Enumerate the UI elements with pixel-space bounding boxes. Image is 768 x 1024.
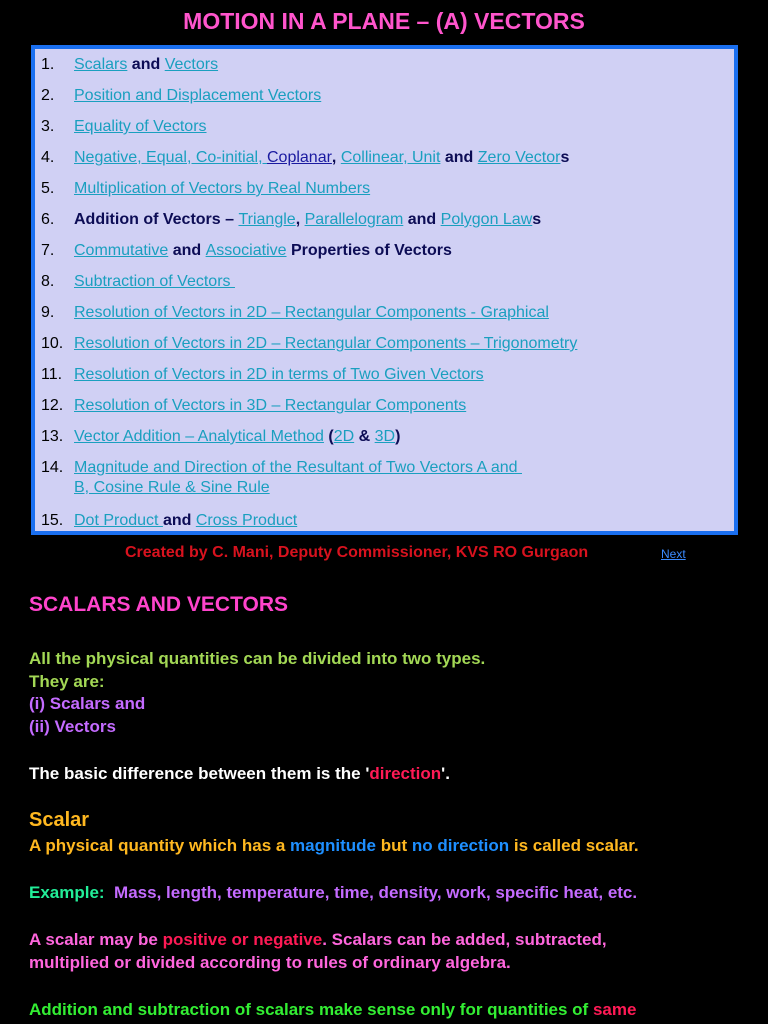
toc-text: and [168, 242, 206, 259]
toc-item-text [74, 241, 452, 261]
toc-link[interactable]: Resolution of Vectors in 2D – Rectangular Components - Graphical [74, 304, 549, 321]
sign-text-a: A scalar may be [29, 930, 163, 949]
sign-text-c: . Scalars can be added, subtracted, [322, 930, 607, 949]
toc-link[interactable]: Collinear, Unit [340, 149, 441, 166]
toc-text: ( [323, 428, 334, 445]
toc-item [41, 365, 484, 385]
scalar-def-a: A physical quantity which has a [29, 836, 291, 855]
sign-keyword: positive or negative [162, 930, 323, 949]
toc-item-text [74, 86, 321, 106]
toc-text: and [403, 211, 441, 228]
toc-item-number: 11. [41, 366, 63, 383]
toc-link[interactable]: Vector Addition – Analytical Method [74, 428, 324, 445]
toc-item-number: 4. [41, 149, 55, 166]
toc-link[interactable]: Resolution of Vectors in 3D – Rectangular Components [74, 397, 467, 414]
toc-item-text [74, 55, 218, 75]
toc-item [41, 272, 235, 292]
difference-keyword: direction [369, 764, 442, 783]
toc-item-number: 7. [41, 242, 55, 259]
toc-link[interactable]: Subtraction of Vectors [74, 273, 235, 290]
toc-link[interactable]: Coplanar [266, 149, 332, 166]
type-scalars: (i) Scalars and [29, 694, 146, 713]
scalar-heading: Scalar [29, 809, 90, 831]
toc-item-number: 2. [41, 87, 55, 104]
toc-item-text [74, 179, 370, 199]
toc-item [41, 511, 298, 531]
toc-link[interactable]: Vectors [164, 56, 219, 73]
toc-text: & [354, 428, 375, 445]
toc-text: Addition of Vectors – [74, 211, 239, 228]
toc-link[interactable]: Multiplication of Vectors by Real Numbers [74, 180, 371, 197]
toc-item [41, 117, 207, 137]
toc-item-text [74, 117, 207, 137]
table-of-contents [31, 45, 738, 535]
page-title: MOTION IN A PLANE – (A) VECTORS [183, 8, 585, 34]
toc-link[interactable]: Negative, Equal, Co-initial, [74, 149, 267, 166]
scalar-def-c: but [376, 836, 412, 855]
toc-item-text [74, 334, 577, 354]
toc-item-text [74, 511, 297, 531]
difference-text-c: '. [441, 764, 450, 783]
toc-item-text [74, 303, 549, 323]
toc-item-number: 12. [41, 397, 64, 414]
toc-text: , [331, 149, 341, 166]
toc-item-number: 5. [41, 180, 55, 197]
toc-text: , [295, 211, 305, 228]
toc-item [41, 210, 542, 230]
toc-item-text [74, 210, 541, 230]
toc-item [41, 241, 452, 261]
toc-link[interactable]: Parallelogram [304, 211, 404, 228]
toc-item-text [74, 427, 400, 447]
toc-item [41, 86, 322, 106]
toc-text: Properties of Vectors [286, 242, 452, 259]
toc-item-number: 8. [41, 273, 55, 290]
toc-item-number: 14. [41, 459, 64, 476]
toc-link[interactable]: 2D [333, 428, 355, 445]
toc-item [41, 55, 219, 75]
example-text: Mass, length, temperature, time, density, work, specific heat, etc. [114, 883, 638, 902]
toc-text: and [440, 149, 478, 166]
toc-text: ) [395, 428, 401, 445]
toc-item-text [74, 458, 522, 498]
toc-item-text [74, 396, 466, 416]
intro-line-2: They are: [29, 672, 105, 691]
intro-line-1: All the physical quantities can be divided into two types. [29, 649, 486, 668]
toc-item [41, 179, 371, 199]
toc-link[interactable]: 3D [374, 428, 396, 445]
toc-link[interactable]: Zero Vector [477, 149, 561, 166]
type-vectors: (ii) Vectors [29, 717, 116, 736]
scalar-def-no-direction: no direction [411, 836, 510, 855]
difference-text-a: The basic difference between them is the ' [29, 764, 370, 783]
toc-item-number: 1. [41, 56, 55, 73]
toc-link[interactable]: Associative [205, 242, 287, 259]
scalar-def-magnitude: magnitude [290, 836, 376, 855]
sign-line-1 [29, 930, 607, 950]
toc-link[interactable]: B, Cosine Rule & Sine Rule [74, 479, 270, 496]
section-heading: SCALARS AND VECTORS [29, 593, 289, 616]
toc-text: s [560, 149, 570, 166]
toc-link[interactable]: Dot Product [74, 512, 163, 529]
difference-line [29, 764, 450, 784]
toc-link[interactable]: Commutative [74, 242, 169, 259]
toc-item [41, 334, 578, 354]
toc-item-text [74, 365, 484, 385]
addition-text: Addition and subtraction of scalars make sense only for quantities of [29, 1000, 593, 1019]
example-label: Example: [29, 883, 105, 902]
toc-link[interactable]: Resolution of Vectors in 2D – Rectangular Components – Trigonometry [74, 335, 578, 352]
toc-link[interactable]: Polygon Law [440, 211, 533, 228]
addition-line [29, 1000, 636, 1020]
toc-link[interactable]: Position and Displacement Vectors [74, 87, 322, 104]
toc-link[interactable]: Triangle [238, 211, 296, 228]
next-link[interactable]: Next [661, 547, 686, 561]
toc-item-text [74, 272, 235, 292]
toc-item [41, 303, 549, 323]
toc-item-number: 10. [41, 335, 64, 352]
toc-link[interactable]: Scalars [74, 56, 128, 73]
toc-item [41, 148, 570, 168]
toc-link[interactable]: Magnitude and Direction of the Resultant of Two Vectors A and [74, 459, 522, 476]
credit-line: Created by C. Mani, Deputy Commissioner, KVS RO Gurgaon [125, 544, 589, 561]
toc-item-number: 3. [41, 118, 55, 135]
toc-item-number: 13. [41, 428, 64, 445]
toc-item [41, 458, 522, 496]
toc-text: and [127, 56, 165, 73]
toc-link[interactable]: Equality of Vectors [74, 118, 207, 135]
toc-link[interactable]: Resolution of Vectors in 2D in terms of Two Given Vectors [74, 366, 484, 383]
toc-item-number: 15. [41, 512, 64, 529]
sign-line-2: multiplied or divided according to rules of ordinary algebra. [29, 953, 511, 972]
example-line [29, 883, 637, 903]
toc-item [41, 427, 401, 447]
scalar-definition [29, 836, 639, 856]
toc-item-text [74, 148, 569, 168]
addition-keyword: same [592, 1000, 637, 1019]
toc-item [41, 396, 467, 416]
toc-item-number: 9. [41, 304, 55, 321]
toc-text: s [532, 211, 542, 228]
scalar-def-e: is called scalar. [509, 836, 639, 855]
toc-item-number: 6. [41, 211, 55, 228]
toc-text: and [162, 512, 196, 529]
toc-link[interactable]: Cross Product [195, 512, 298, 529]
